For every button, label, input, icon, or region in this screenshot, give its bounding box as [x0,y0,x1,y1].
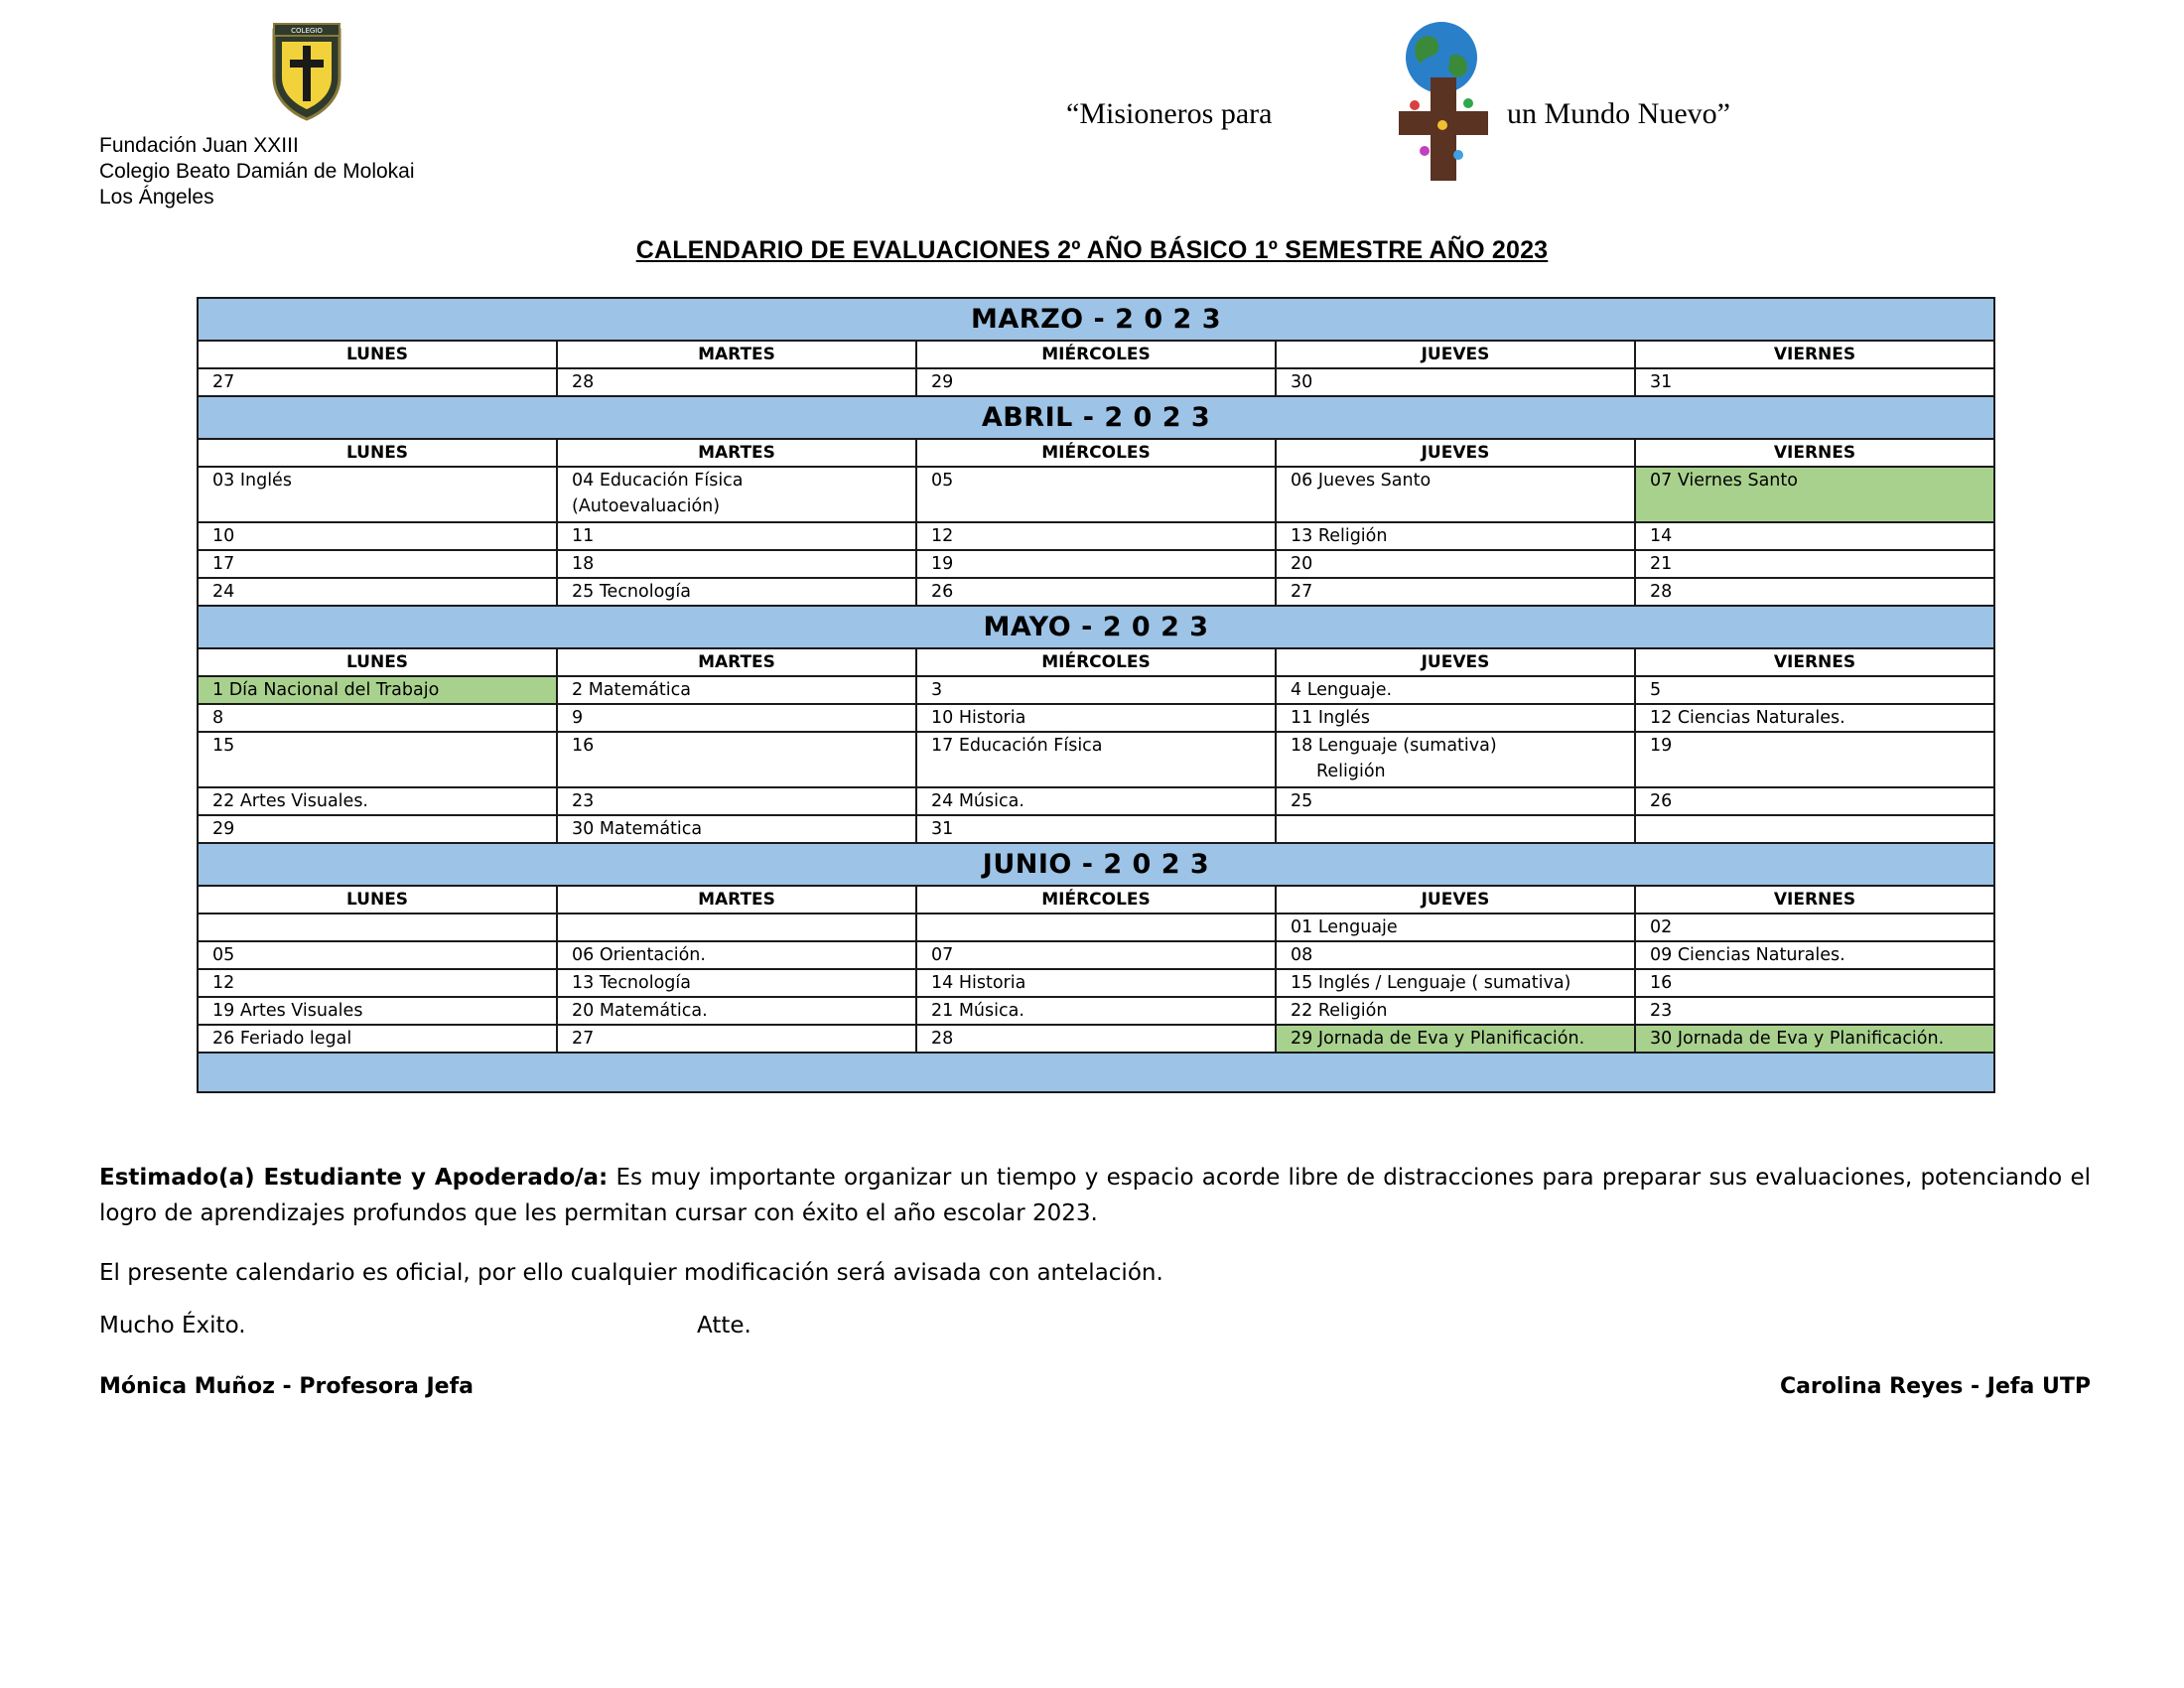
day-cell: 10 [198,522,557,550]
day-cell [198,467,557,522]
day-cell-text: 07 Viernes Santo [1650,471,1798,491]
week-row [198,997,1994,1025]
day-cell: 14 Historia [916,969,1276,997]
day-cell-text: 16 [572,736,595,756]
week-row [198,1025,1994,1053]
weekday-header: MARTES [557,439,916,467]
day-cell: 22 Religión [1276,997,1635,1025]
day-cell: 17 [198,550,557,578]
day-cell: 27 [198,368,557,396]
signature-teacher: Mónica Muñoz - Profesora Jefa [99,1374,475,1399]
day-cell: 19 Artes Visuales [198,997,557,1025]
day-cell [198,914,557,941]
weekday-header-row [198,439,1994,467]
day-cell [557,467,916,522]
holiday-cell: 30 Jornada de Eva y Planificación. [1635,1025,1994,1053]
school-city: Los Ángeles [99,186,214,209]
day-cell-text: 18 Lenguaje (sumativa) [1291,736,1497,756]
day-cell: 13 Tecnología [557,969,916,997]
weekday-header: LUNES [198,439,557,467]
day-cell [1276,467,1635,522]
closing-wish: Mucho Éxito. [99,1313,246,1338]
day-cell-text: 15 [212,736,235,756]
day-cell: 13 Religión [1276,522,1635,550]
day-cell: 30 Matemática [557,815,916,843]
calendar-title: CALENDARIO DE EVALUACIONES 2º AÑO BÁSICO 1º SEMESTRE AÑO 2023 [635,236,1549,264]
day-cell [198,732,557,787]
weekday-header: JUEVES [1276,439,1635,467]
week-row [198,815,1994,843]
day-cell: 24 [198,578,557,606]
day-cell: 12 [198,969,557,997]
month-title: MAYO - 2 0 2 3 [198,606,1994,648]
day-cell-text: 06 Jueves Santo [1291,471,1432,491]
day-cell: 26 [1635,787,1994,815]
week-row [198,368,1994,396]
day-cell-text: 17 Educación Física [931,736,1103,756]
day-cell: 15 Inglés / Lenguaje ( sumativa) [1276,969,1635,997]
weekday-header: JUEVES [1276,886,1635,914]
school-crest-logo [270,22,343,121]
month-header-row [198,843,1994,886]
day-cell: 2 Matemática [557,676,916,704]
day-cell: 31 [916,815,1276,843]
official-notice: El presente calendario es oficial, por ello cualquier modificación será avisada con antelación. [99,1260,1163,1286]
footer-band-cell [198,1053,1994,1092]
weekday-header: JUEVES [1276,341,1635,368]
day-cell [916,914,1276,941]
day-cell: 02 [1635,914,1994,941]
day-cell-text: 19 [1650,736,1673,756]
message-paragraph [99,1160,2091,1231]
crest-label: COLEGIO [291,27,323,35]
weekday-header: MIÉRCOLES [916,886,1276,914]
week-row [198,732,1994,787]
day-cell [916,732,1276,787]
day-cell-text: 04 Educación Física [572,471,744,491]
day-cell-text: (Autoevaluación) [572,496,721,516]
week-row [198,676,1994,704]
week-row [198,578,1994,606]
day-cell: 06 Orientación. [557,941,916,969]
day-cell: 16 [1635,969,1994,997]
evaluation-calendar-table [197,297,1995,1093]
month-title: JUNIO - 2 0 2 3 [198,843,1994,886]
motto-left: “Misioneros para [1066,97,1273,130]
day-cell: 09 Ciencias Naturales. [1635,941,1994,969]
week-row [198,914,1994,941]
weekday-header: MIÉRCOLES [916,648,1276,676]
day-cell: 27 [1276,578,1635,606]
signature-utp: Carolina Reyes - Jefa UTP [1779,1374,2091,1399]
message-greeting: Estimado(a) Estudiante y Apoderado/a: [99,1165,609,1191]
day-cell: 28 [557,368,916,396]
day-cell: 08 [1276,941,1635,969]
weekday-header: LUNES [198,886,557,914]
school-info [99,133,415,211]
day-cell-text: 05 [931,471,954,491]
weekday-header: VIERNES [1635,341,1994,368]
table-footer-band [198,1053,1994,1092]
holiday-cell [1635,467,1994,522]
day-cell: 5 [1635,676,1994,704]
week-row [198,941,1994,969]
day-cell [1635,815,1994,843]
day-cell: 12 Ciencias Naturales. [1635,704,1994,732]
day-cell-text: 03 Inglés [212,471,292,491]
day-cell: 3 [916,676,1276,704]
weekday-header: VIERNES [1635,886,1994,914]
day-cell: 12 [916,522,1276,550]
school-name: Colegio Beato Damián de Molokai [99,160,415,183]
weekday-header: JUEVES [1276,648,1635,676]
month-header-row [198,396,1994,439]
holiday-cell: 29 Jornada de Eva y Planificación. [1276,1025,1635,1053]
week-row [198,467,1994,522]
weekday-header: MIÉRCOLES [916,439,1276,467]
day-cell: 21 [1635,550,1994,578]
day-cell [1635,732,1994,787]
week-row [198,969,1994,997]
day-cell: 30 [1276,368,1635,396]
holiday-cell: 1 Día Nacional del Trabajo [198,676,557,704]
day-cell-text: Religión [1316,762,1386,781]
foundation-name: Fundación Juan XXIII [99,134,299,157]
day-cell [557,732,916,787]
day-cell: 28 [916,1025,1276,1053]
day-cell: 31 [1635,368,1994,396]
day-cell: 11 [557,522,916,550]
day-cell: 28 [1635,578,1994,606]
day-cell: 29 [198,815,557,843]
weekday-header: VIERNES [1635,648,1994,676]
day-cell: 25 [1276,787,1635,815]
weekday-header-row [198,886,1994,914]
day-cell: 24 Música. [916,787,1276,815]
week-row [198,522,1994,550]
motto-right: un Mundo Nuevo” [1507,97,1730,130]
week-row [198,550,1994,578]
day-cell: 19 [916,550,1276,578]
day-cell: 05 [198,941,557,969]
weekday-header: MARTES [557,886,916,914]
day-cell: 20 [1276,550,1635,578]
weekday-header-row [198,648,1994,676]
day-cell: 20 Matemática. [557,997,916,1025]
day-cell: 18 [557,550,916,578]
day-cell: 01 Lenguaje [1276,914,1635,941]
day-cell: 26 Feriado legal [198,1025,557,1053]
day-cell: 9 [557,704,916,732]
day-cell: 10 Historia [916,704,1276,732]
month-header-row [198,298,1994,341]
closing-regards: Atte. [697,1313,751,1338]
weekday-header: VIERNES [1635,439,1994,467]
day-cell: 14 [1635,522,1994,550]
day-cell: 25 Tecnología [557,578,916,606]
day-cell: 22 Artes Visuales. [198,787,557,815]
weekday-header: MARTES [557,648,916,676]
day-cell [1276,732,1635,787]
day-cell: 26 [916,578,1276,606]
weekday-header: LUNES [198,648,557,676]
month-header-row [198,606,1994,648]
day-cell: 23 [557,787,916,815]
month-title: ABRIL - 2 0 2 3 [198,396,1994,439]
day-cell: 23 [1635,997,1994,1025]
weekday-header: MIÉRCOLES [916,341,1276,368]
day-cell: 29 [916,368,1276,396]
weekday-header: MARTES [557,341,916,368]
message-body: Es muy importante organizar un tiempo y espacio acorde libre de distracciones para preparar sus evaluaciones, potenciando el logro de aprendizajes profundos que les permitan cursar con éxito el año escolar 2023. [99,1165,2091,1226]
day-cell: 07 [916,941,1276,969]
day-cell: 8 [198,704,557,732]
week-row [198,704,1994,732]
day-cell [557,914,916,941]
day-cell: 11 Inglés [1276,704,1635,732]
day-cell: 27 [557,1025,916,1053]
day-cell [1276,815,1635,843]
day-cell: 21 Música. [916,997,1276,1025]
week-row [198,787,1994,815]
month-title: MARZO - 2 0 2 3 [198,298,1994,341]
day-cell [916,467,1276,522]
day-cell: 4 Lenguaje. [1276,676,1635,704]
weekday-header: LUNES [198,341,557,368]
globe-cross-logo [1385,16,1499,185]
weekday-header-row [198,341,1994,368]
